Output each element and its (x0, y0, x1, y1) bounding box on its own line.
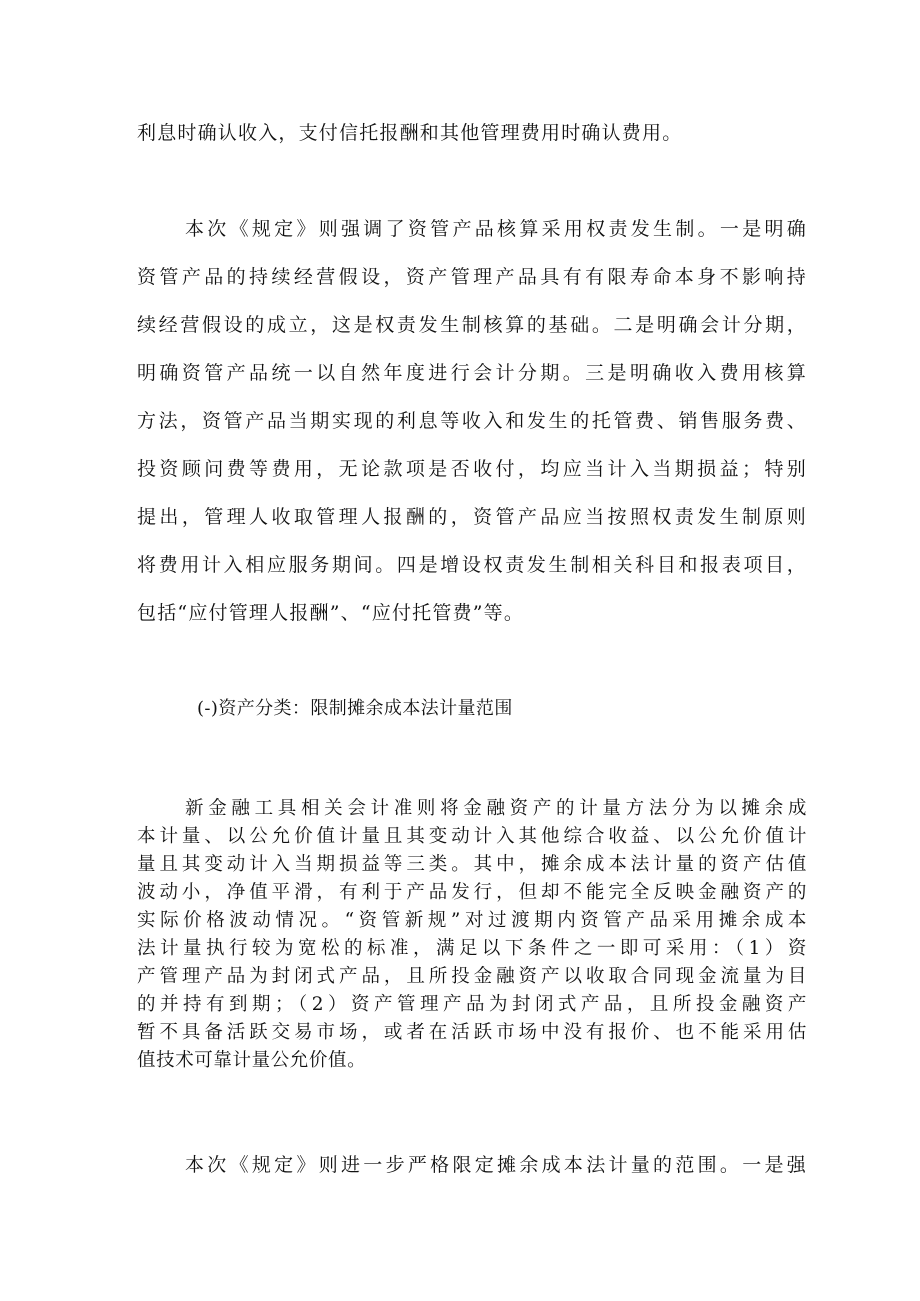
text-line: 方法，资管产品当期实现的利息等收入和发生的托管费、销售服务费、 (137, 410, 807, 432)
text-line: 实际价格波动情况。“资管新规”对过渡期内资管产品采用摊余成本 (137, 910, 807, 931)
text-line: 值技术可靠计量公允价值。 (137, 1050, 367, 1071)
text-line: 新金融工具相关会计准则将金融资产的计量方法分为以摊余成 (185, 798, 807, 819)
text-line: 本次《规定》则强调了资管产品核算采用权责发生制。一是明确 (185, 218, 807, 240)
text-line: 暂不具备活跃交易市场，或者在活跃市场中没有报价、也不能采用估 (137, 1022, 807, 1043)
text-line: 将费用计入相应服务期间。四是增设权责发生制相关科目和报表项目， (137, 554, 807, 576)
text-line: 的并持有到期；（2）资产管理产品为封闭式产品，且所投金融资产 (137, 994, 807, 1015)
text-line: 资管产品的持续经营假设，资产管理产品具有有限寿命本身不影响持 (137, 266, 807, 288)
text-line: 明确资管产品统一以自然年度进行会计分期。三是明确收入费用核算 (137, 362, 807, 384)
text-line: 包括“应付管理人报酬”、“应付托管费”等。 (137, 602, 525, 624)
text-line: 本计量、以公允价值计量且其变动计入其他综合收益、以公允价值计 (137, 826, 807, 847)
text-line: 本次《规定》则进一步严格限定摊余成本法计量的范围。一是强 (185, 1154, 807, 1176)
text-line: 续经营假设的成立，这是权责发生制核算的基础。二是明确会计分期， (137, 314, 807, 336)
text-line: 产管理产品为封闭式产品，且所投金融资产以收取合同现金流量为目 (137, 966, 807, 987)
text-line: 提出，管理人收取管理人报酬的，资管产品应当按照权责发生制原则 (137, 506, 807, 528)
text-line: 法计量执行较为宽松的标准，满足以下条件之一即可采用：（1）资 (137, 938, 807, 959)
section-heading: (-)资产分类：限制摊余成本法计量范围 (197, 698, 513, 719)
text-line: 利息时确认收入，支付信托报酬和其他管理费用时确认费用。 (137, 122, 683, 144)
text-line: 波动小，净值平滑，有利于产品发行，但却不能完全反映金融资产的 (137, 882, 807, 903)
text-line: 量且其变动计入当期损益等三类。其中，摊余成本法计量的资产估值 (137, 854, 807, 875)
text-line: 投资顾问费等费用，无论款项是否收付，均应当计入当期损益；特别 (137, 458, 807, 480)
